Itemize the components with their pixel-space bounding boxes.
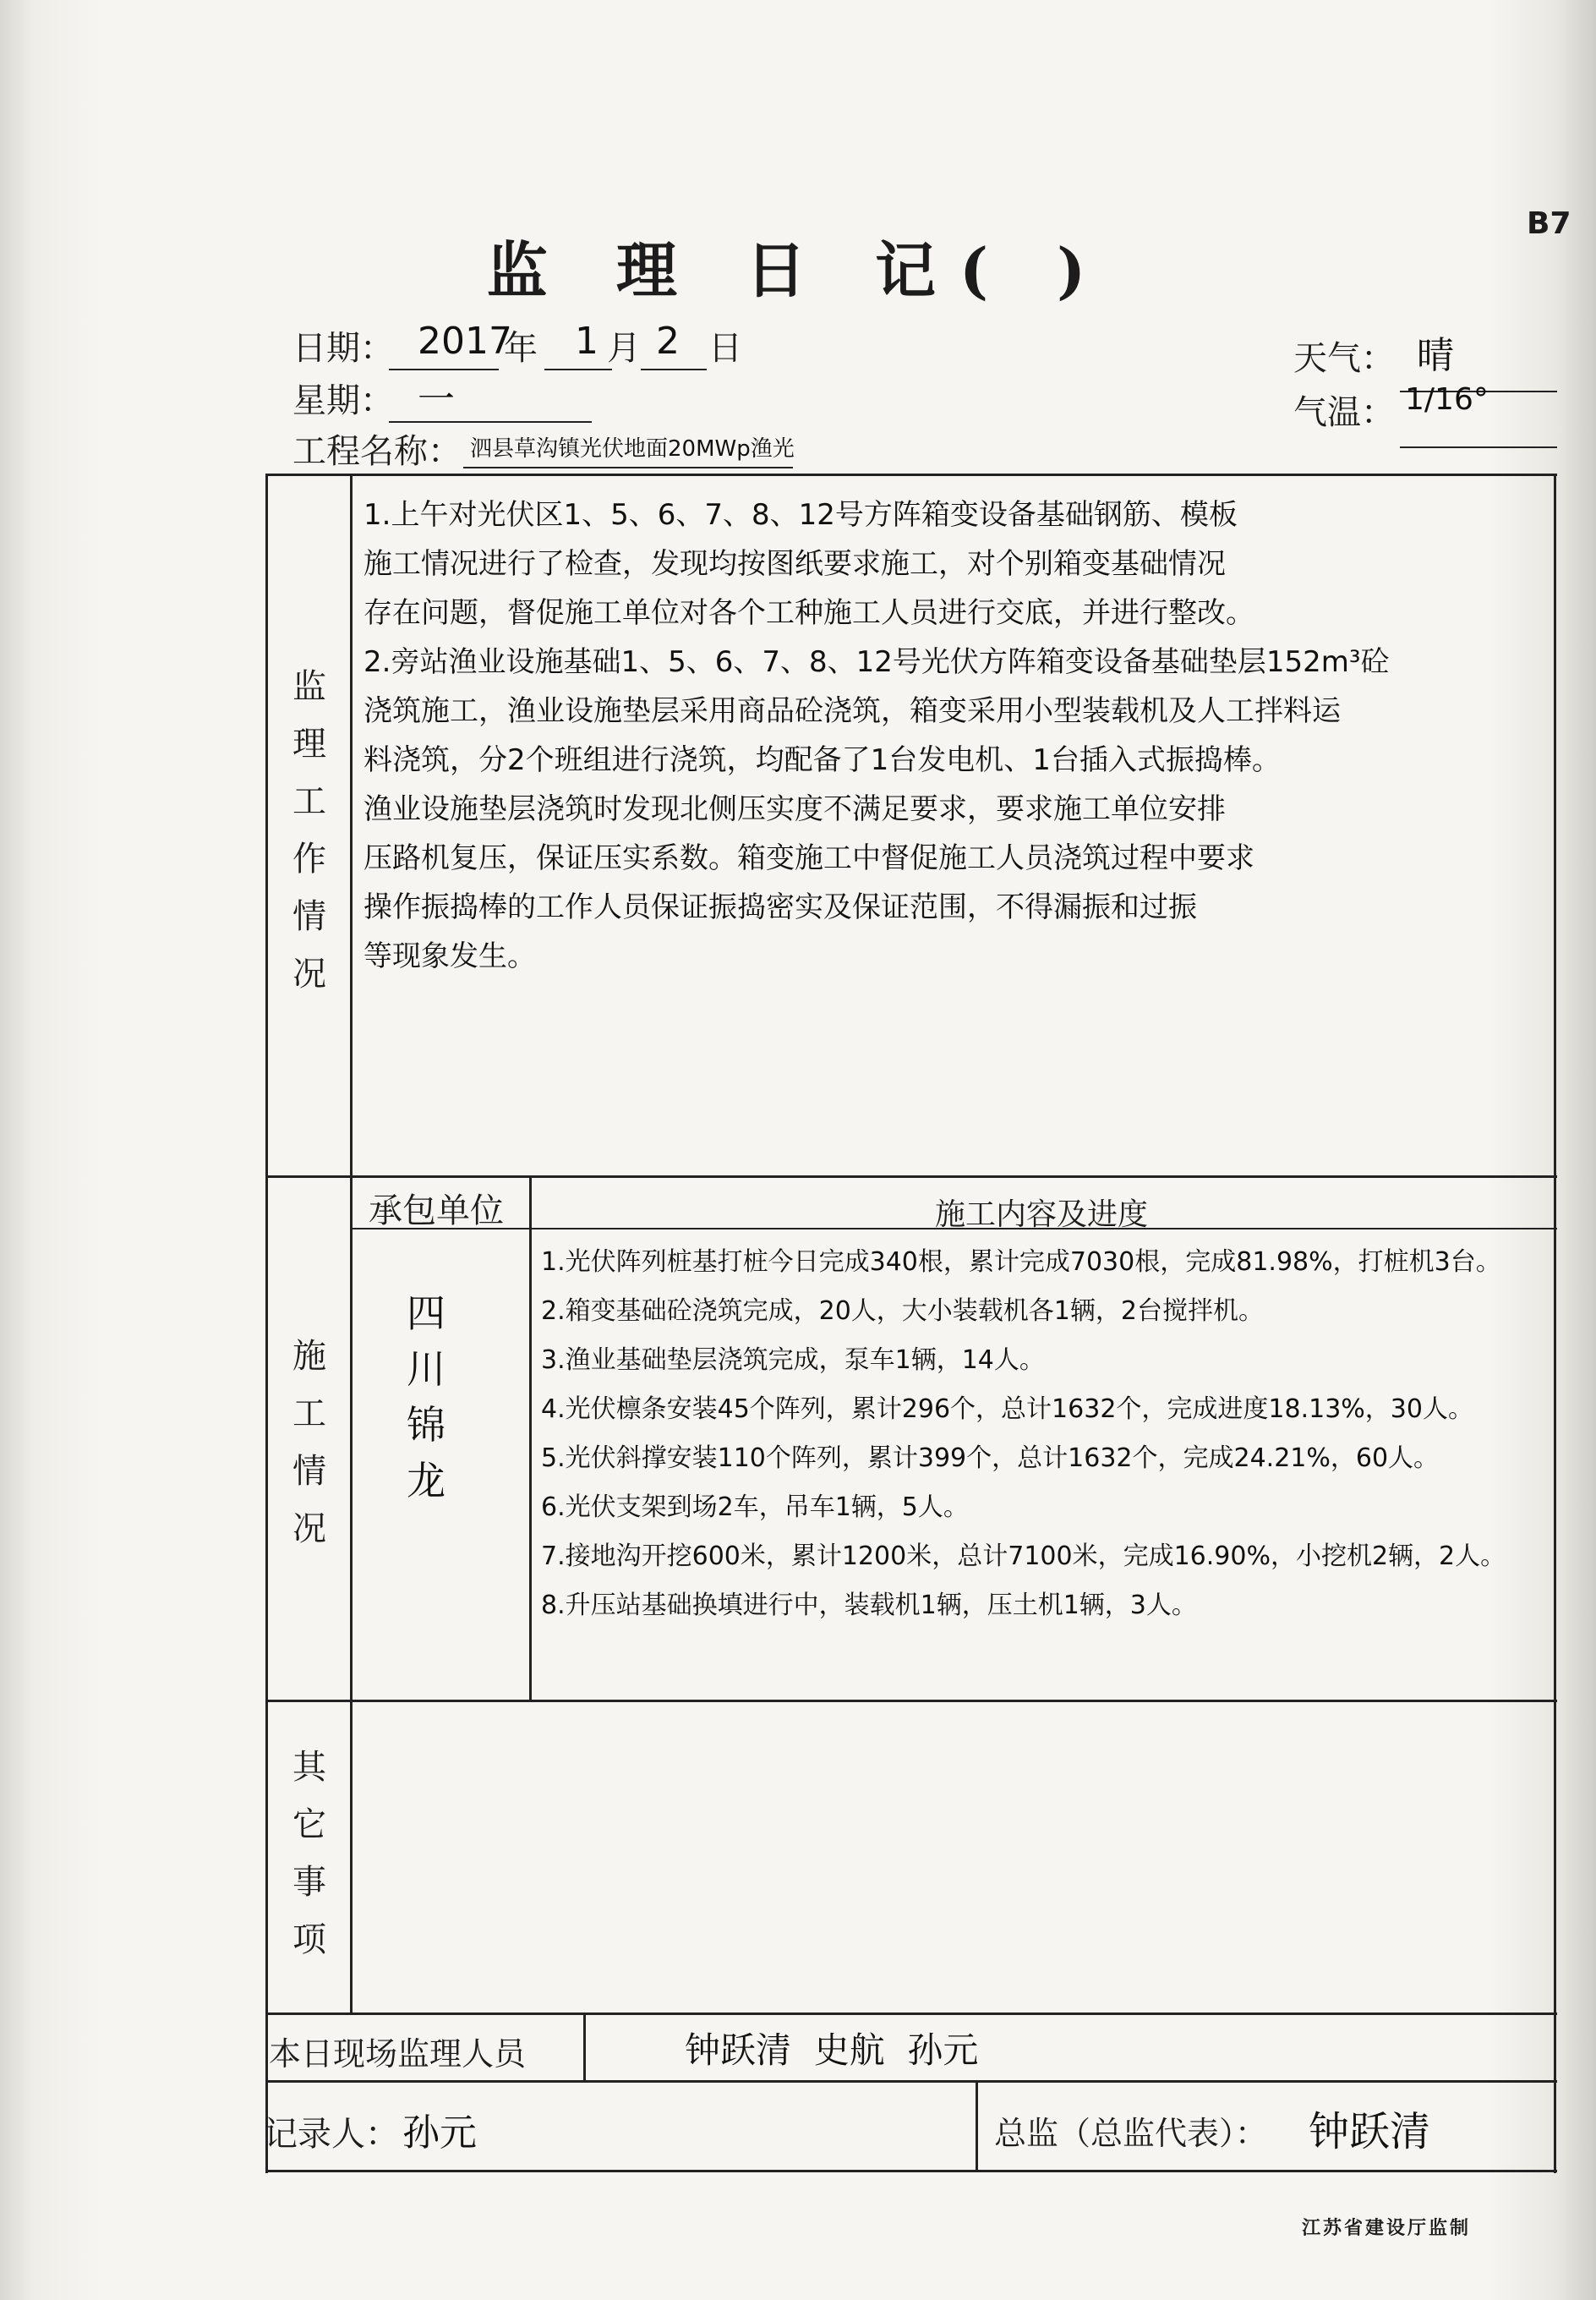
- table-bottom-border: [265, 2170, 1557, 2172]
- construction-items: [541, 1238, 1552, 1630]
- supervision-text: [363, 490, 1547, 981]
- contractor-name: 四 川 锦 龙: [407, 1290, 445, 1503]
- recorder-label: 记录人：: [264, 2115, 399, 2154]
- row-divider-other: [265, 2012, 1557, 2015]
- table-right-border: [1554, 474, 1556, 2173]
- row-divider-personnel: [265, 2080, 1557, 2083]
- recorder-name: 孙元: [402, 2111, 477, 2155]
- day-unit: 日: [708, 329, 742, 368]
- construction-section-label: 施 工 情 况: [292, 1337, 326, 1548]
- weekday-label: 星期：: [292, 381, 394, 420]
- form-code: B7: [1527, 206, 1571, 241]
- year-unit: 年: [504, 329, 538, 368]
- temperature-label: 气温：: [1293, 393, 1395, 432]
- table-top-border: [265, 474, 1557, 476]
- recorder-divider: [976, 2080, 978, 2171]
- project-underline: [463, 467, 793, 468]
- supervision-line: 操作振捣棒的工作人员保证振捣密实及保证范围，不得漏振和过振: [363, 890, 1197, 924]
- personnel-divider: [583, 2012, 586, 2080]
- day-underline: [641, 369, 707, 370]
- date-day: 2: [656, 320, 680, 363]
- personnel-label: 本日现场监理人员: [269, 2035, 527, 2073]
- row-divider-supervision: [265, 1175, 1557, 1178]
- project-name-value: 泗县草沟镇光伏地面20MWp渔光: [470, 436, 795, 462]
- date-year: 2017: [418, 320, 512, 363]
- temperature-underline: [1400, 446, 1557, 448]
- supervision-line: 2.旁站渔业设施基础1、5、6、7、8、12号光伏方阵箱变设备基础垫层152m³砼: [363, 645, 1390, 679]
- construction-item: 8.升压站基础换填进行中，装载机1辆，压土机1辆，3人。: [541, 1591, 1197, 1620]
- supervision-line: 浇筑施工，渔业设施垫层采用商品砼浇筑，箱变采用小型装载机及人工拌料运: [363, 694, 1341, 728]
- construction-item: 3.渔业基础垫层浇筑完成，泵车1辆，14人。: [541, 1345, 1045, 1375]
- chief-label: 总监（总监代表）：: [994, 2115, 1268, 2152]
- contractor-column-divider: [529, 1175, 532, 1700]
- supervision-line: 施工情况进行了检查，发现均按图纸要求施工，对个别箱变基础情况: [363, 547, 1226, 581]
- supervision-line: 存在问题，督促施工单位对各个工种施工人员进行交底，并进行整改。: [363, 596, 1254, 630]
- month-underline: [544, 369, 612, 370]
- weekday-underline: [389, 421, 592, 423]
- personnel-names: 钟跃清 史航 孙元: [685, 2029, 979, 2071]
- construction-item: 6.光伏支架到场2车，吊车1辆，5人。: [541, 1492, 969, 1522]
- supervision-line: 1.上午对光伏区1、5、6、7、8、12号方阵箱变设备基础钢筋、模板: [363, 498, 1238, 532]
- project-name-label: 工程名称：: [292, 432, 462, 471]
- table-left-border: [265, 474, 268, 2173]
- construction-item: 5.光伏斜撑安装110个阵列，累计399个，总计1632个，完成24.21%，60人。: [541, 1443, 1440, 1473]
- supervision-line: 料浇筑，分2个班组进行浇筑，均配备了1台发电机、1台插入式振捣棒。: [363, 743, 1281, 777]
- weekday-value: 一: [418, 378, 455, 421]
- temperature-value: 1/16°: [1405, 382, 1489, 417]
- row-divider-construction: [265, 1700, 1557, 1702]
- page-title: 监 理 日 记( ): [486, 234, 1110, 306]
- label-column-divider: [350, 474, 353, 2012]
- date-month: 1: [575, 320, 598, 363]
- weather-label: 天气：: [1293, 339, 1395, 378]
- contractor-header: 承包单位: [369, 1191, 504, 1230]
- weather-value: 晴: [1417, 334, 1454, 377]
- content-header: 施工内容及进度: [935, 1197, 1149, 1232]
- construction-item: 2.箱变基础砼浇筑完成，20人，大小装载机各1辆，2台搅拌机。: [541, 1296, 1264, 1326]
- month-unit: 月: [607, 329, 641, 368]
- supervision-section-label: 监 理 工 作 情 况: [292, 667, 326, 994]
- construction-item: 4.光伏檩条安装45个阵列，累计296个，总计1632个，完成进度18.13%，30人。: [541, 1394, 1473, 1424]
- publisher-mark: 江苏省建设厅监制: [1302, 2218, 1472, 2239]
- other-section-label: 其 它 事 项: [292, 1748, 326, 1959]
- construction-item: 1.光伏阵列桩基打桩今日完成340根，累计完成7030根，完成81.98%，打桩机3台。: [541, 1247, 1501, 1277]
- chief-signature: 钟跃清: [1309, 2108, 1431, 2155]
- supervision-line: 压路机复压，保证压实系数。箱变施工中督促施工人员浇筑过程中要求: [363, 841, 1254, 875]
- date-label: 日期：: [292, 329, 394, 368]
- supervision-line: 等现象发生。: [363, 939, 536, 973]
- construction-item: 7.接地沟开挖600米，累计1200米，总计7100米，完成16.90%，小挖机2辆，2人。: [541, 1542, 1506, 1571]
- supervision-line: 渔业设施垫层浇筑时发现北侧压实度不满足要求，要求施工单位安排: [363, 792, 1226, 826]
